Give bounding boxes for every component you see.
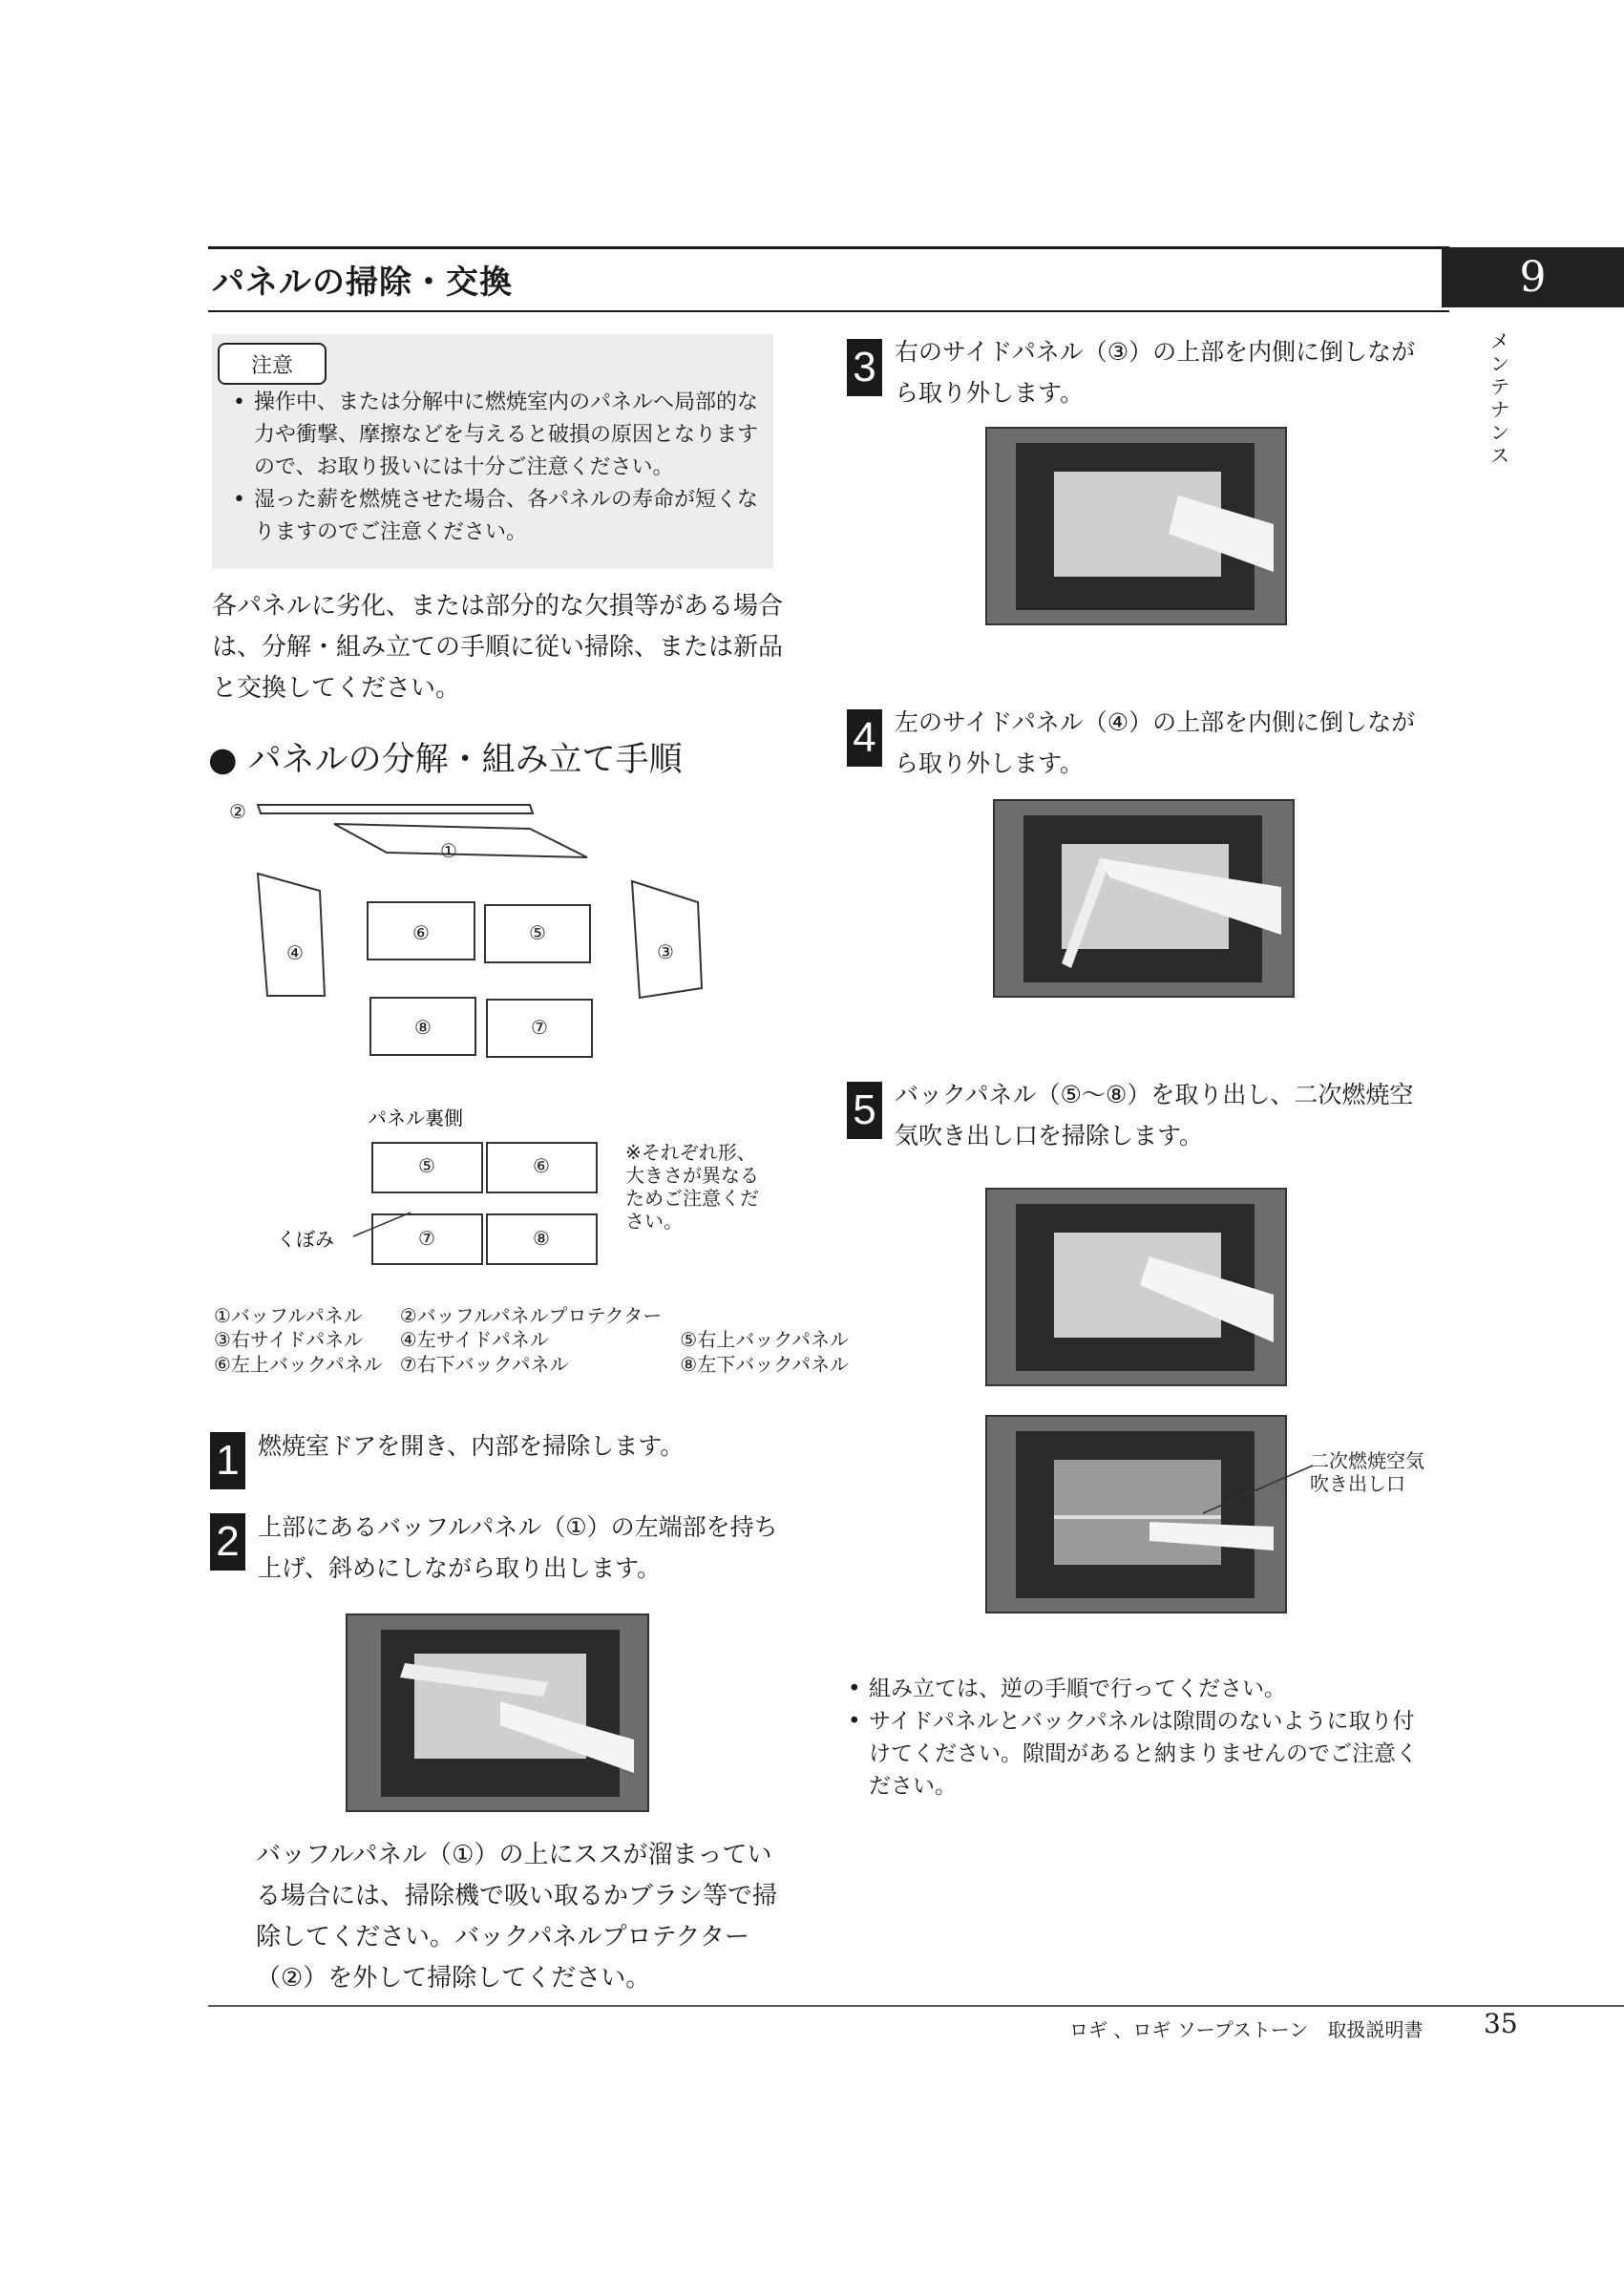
step-2-photo bbox=[346, 1614, 649, 1812]
panel-1-shape bbox=[334, 824, 587, 857]
step-3-number: 3 bbox=[847, 339, 882, 396]
label-6: ⑥ bbox=[412, 921, 430, 944]
side-tab: メ ン テ ナ ン ス bbox=[1490, 329, 1509, 467]
step-1-text: 燃焼室ドアを開き、内部を掃除します。 bbox=[258, 1432, 685, 1460]
caution-item: • 湿った薪を燃焼させた場合、各パネルの寿命が短くなりますのでご注意ください。 bbox=[233, 484, 768, 549]
procedure-heading: ● パネルの分解・組み立て手順 bbox=[208, 741, 683, 779]
intro-text: 各パネルに劣化、または部分的な欠損等がある場合は、分解・組み立ての手順に従い掃除、または新品と交換してください。 bbox=[212, 592, 784, 703]
back-title: パネル裏側 bbox=[368, 1107, 463, 1129]
panel-2-shape bbox=[258, 805, 533, 813]
footer-rule bbox=[208, 2005, 1624, 2007]
panel-3-shape bbox=[632, 881, 702, 998]
step-2-text: 上部にあるバッフルパネル（①）の左端部を持ち上げ、斜めにしながら取り出します。 bbox=[258, 1513, 778, 1582]
final-notes bbox=[848, 1673, 1421, 1803]
diagram-note: ※それぞれ形、大きさが異なるためご注意ください。 bbox=[625, 1141, 759, 1233]
step-5-text: バックパネル（⑤～⑧）を取り出し、二次燃焼空気吹き出し口を掃除します。 bbox=[895, 1081, 1414, 1150]
page-number: 35 bbox=[1484, 2008, 1518, 2039]
back-label-5: ⑤ bbox=[418, 1154, 435, 1177]
final-note: • 組み立ては、逆の手順で行ってください。 bbox=[848, 1673, 1421, 1705]
step-4-photo bbox=[993, 799, 1295, 998]
label-8: ⑧ bbox=[414, 1016, 432, 1039]
label-4: ④ bbox=[286, 941, 304, 964]
step-2-note: バッフルパネル（①）の上にススが溜まっている場合には、掃除機で吸い取るかブラシ等で掃除してください。バックパネルプロテクター（②）を外して掃除してください。 bbox=[256, 1841, 778, 1993]
step-1-number: 1 bbox=[210, 1432, 245, 1489]
label-1: ① bbox=[440, 839, 457, 862]
back-label-6: ⑥ bbox=[533, 1154, 550, 1177]
caution-list bbox=[212, 387, 768, 549]
step-3-photo bbox=[985, 427, 1287, 625]
panel-diagram bbox=[215, 797, 788, 1389]
step-2-number: 2 bbox=[210, 1513, 245, 1571]
panel-4-shape bbox=[258, 874, 325, 996]
photo-callout: 二次燃焼空気吹き出し口 bbox=[1310, 1449, 1424, 1495]
step-5-number: 5 bbox=[847, 1082, 882, 1139]
label-3: ③ bbox=[657, 940, 674, 963]
caution-item: • 操作中、または分解中に燃焼室内のパネルへ局部的な力や衝撃、摩擦などを与えると破損の原因となりますので、お取り扱いには十分ご注意ください。 bbox=[233, 387, 768, 484]
footer-title: ロギ 、ロギ ソープストーン 取扱説明書 bbox=[1069, 2018, 1424, 2041]
final-note: • サイドパネルとバックパネルは隙間のないように取り付けてください。隙間があると納まりませんのでご注意ください。 bbox=[848, 1705, 1421, 1803]
step-4-text: 左のサイドパネル（④）の上部を内側に倒しながら取り外します。 bbox=[895, 708, 1416, 777]
legend-table: ①バッフルパネル ②バッフルパネルプロテクター ③右サイドパネル ④左サイドパネル ⑤右上バックパネル ⑥左上バックパネル ⑦右下バックパネル ⑧左下バックパネル bbox=[214, 1304, 849, 1376]
label-5: ⑤ bbox=[529, 921, 546, 944]
chapter-number: 9 bbox=[1442, 247, 1624, 307]
label-7: ⑦ bbox=[531, 1016, 548, 1039]
step-3-text: 右のサイドパネル（③）の上部を内側に倒しながら取り外します。 bbox=[895, 338, 1416, 407]
label-2: ② bbox=[229, 800, 246, 823]
caution-label: 注意 bbox=[218, 343, 327, 385]
kubomi-label: くぼみ bbox=[277, 1228, 334, 1251]
callout-line bbox=[1193, 1461, 1318, 1518]
step-4-number: 4 bbox=[847, 709, 882, 767]
step-5-photo-a bbox=[985, 1188, 1287, 1386]
back-label-7: ⑦ bbox=[418, 1227, 435, 1250]
back-label-8: ⑧ bbox=[533, 1227, 550, 1250]
page-title: パネルの掃除・交換 bbox=[212, 264, 513, 302]
